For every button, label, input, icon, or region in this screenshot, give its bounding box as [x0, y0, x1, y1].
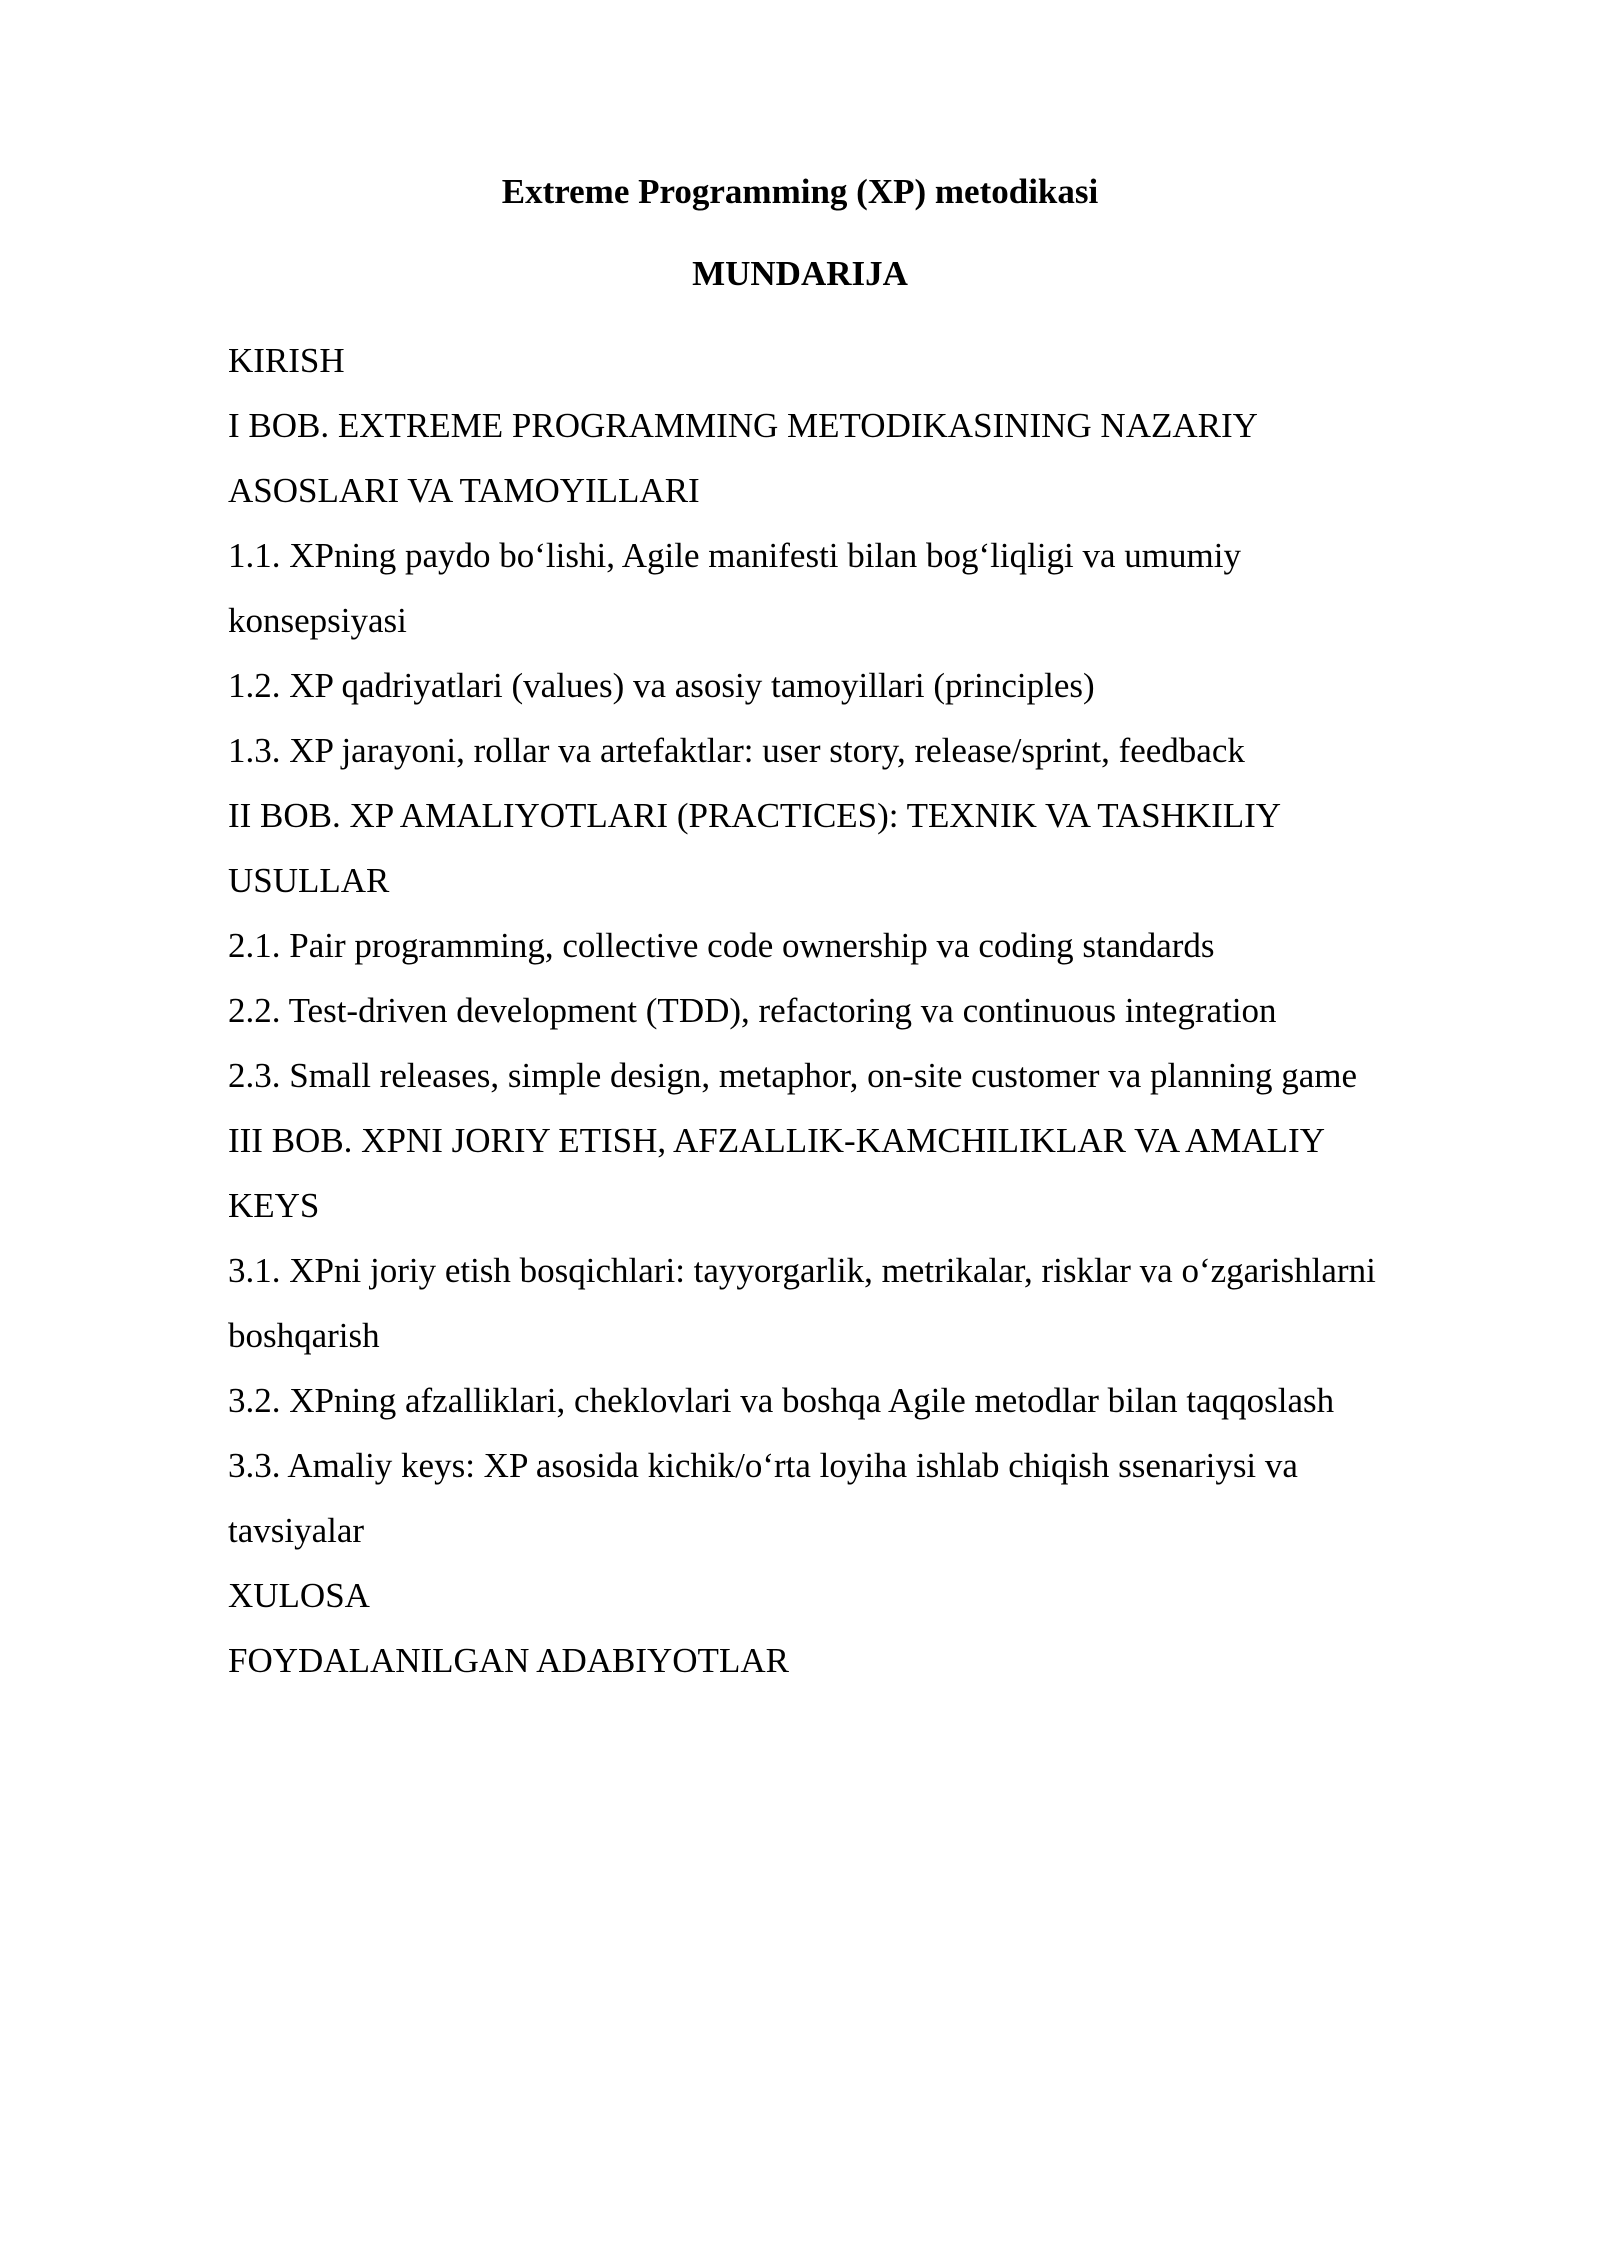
toc-line: 3.1. XPni joriy etish bosqichlari: tayyorgarlik, metrikalar, risklar va o‘zgarishlarni — [228, 1251, 1376, 1290]
toc-line: 2.1. Pair programming, collective code ownership va coding standards — [228, 926, 1215, 965]
toc-line: konsepsiyasi — [228, 601, 407, 640]
toc-line: boshqarish — [228, 1316, 380, 1355]
toc-line: KEYS — [228, 1186, 320, 1225]
toc-heading: MUNDARIJA — [692, 254, 908, 293]
toc-line: 3.2. XPning afzalliklari, cheklovlari va boshqa Agile metodlar bilan taqqoslash — [228, 1381, 1335, 1420]
document-title: Extreme Programming (XP) metodikasi — [501, 172, 1099, 211]
toc-line: KIRISH — [228, 341, 345, 380]
toc-line: I BOB. EXTREME PROGRAMMING METODIKASINING NAZARIY — [228, 406, 1258, 445]
table-of-contents — [228, 328, 1478, 1693]
toc-line: 1.3. XP jarayoni, rollar va artefaktlar: user story, release/sprint, feedback — [228, 731, 1245, 770]
toc-line: 2.2. Test-driven development (TDD), refactoring va continuous integration — [228, 991, 1277, 1030]
toc-line: II BOB. XP AMALIYOTLARI (PRACTICES): TEXNIK VA TASHKILIY — [228, 796, 1282, 835]
toc-line: 2.3. Small releases, simple design, metaphor, on-site customer va planning game — [228, 1056, 1358, 1095]
toc-line: 3.3. Amaliy keys: XP asosida kichik/o‘rta loyiha ishlab chiqish ssenariysi va — [228, 1446, 1298, 1485]
toc-line: tavsiyalar — [228, 1511, 365, 1550]
toc-line: 1.2. XP qadriyatlari (values) va asosiy tamoyillari (principles) — [228, 666, 1095, 705]
toc-line: FOYDALANILGAN ADABIYOTLAR — [228, 1641, 789, 1680]
toc-line: USULLAR — [228, 861, 390, 900]
toc-line: III BOB. XPNI JORIY ETISH, AFZALLIK-KAMCHILIKLAR VA AMALIY — [228, 1121, 1325, 1160]
toc-line: ASOSLARI VA TAMOYILLARI — [228, 471, 700, 510]
toc-line: 1.1. XPning paydo bo‘lishi, Agile manifesti bilan bog‘liqligi va umumiy — [228, 536, 1241, 575]
toc-line: XULOSA — [228, 1576, 370, 1615]
